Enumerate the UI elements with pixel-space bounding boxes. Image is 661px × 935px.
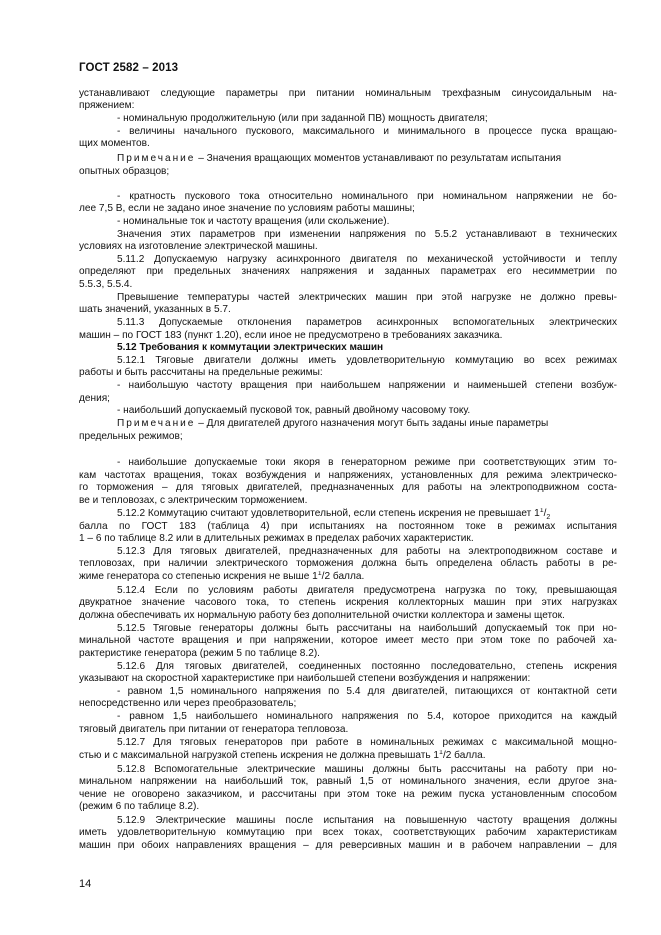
note-label: Примечание: [117, 418, 196, 429]
text-line: непосредственно или через преобразователь;: [79, 698, 297, 709]
text-line: дения;: [79, 393, 110, 404]
fraction-rest: /2 балла.: [321, 571, 365, 582]
paragraph-line: 5.11.2 Допускаемую нагрузку асинхронного двигателя по механической устойчивости и теплу: [117, 254, 617, 265]
fraction-numerator: 1: [439, 750, 443, 756]
paragraph-line: 5.12.8 Вспомогательные электрические машины должны быть рассчитаны на работу при но-: [117, 764, 617, 775]
text-line: устанавливают следующие параметры при питании номинальным трехфазным синусоидальным на-: [79, 88, 617, 99]
text-line: тепловозах, при наличии электрического торможения должна быть определена область работы в ре-: [79, 558, 617, 569]
text-line: 1 – 6 по таблице 8.2 или в длительных режимах в пределах рабочих характеристик.: [79, 533, 474, 544]
text-line: кам частотах вращения, токах возбуждения и напряжениях, установленных для режима электрическо-: [79, 470, 617, 481]
fraction-numerator: 1: [539, 508, 544, 514]
text-line: опытных образцов;: [79, 166, 170, 177]
fraction-slash: /: [543, 508, 547, 519]
list-item: - кратность пускового тока относительно номинального при номинальном напряжении не бо-: [117, 191, 617, 202]
list-item: - равном 1,5 наибольшего номинального напряжения по 5.4, которое приходится на каждый: [117, 711, 617, 722]
list-item: - наибольший допускаемый пусковой ток, равный двойному часовому току.: [117, 405, 471, 416]
paragraph-line: 5.12.1 Тяговые двигатели должны иметь удовлетворительную коммутацию во всех режимах: [117, 355, 617, 366]
note-label: Примечание: [117, 153, 196, 164]
note-text: – Для двигателей другого назначения могут быть заданы иные параметры: [195, 418, 549, 429]
text-line: щих моментов.: [79, 138, 150, 149]
text-line: пряжением:: [79, 100, 135, 111]
paragraph-line: 5.12.6 Для тяговых двигателей, соединенных постоянно последовательно, степень искрения: [117, 661, 617, 672]
text-line: шать значений, указанных в 5.7.: [79, 304, 231, 315]
paragraph-line: 5.12.5 Тяговые генераторы должны быть рассчитаны на наибольший допускаемый ток при но-: [117, 623, 617, 634]
text-line: минальной частоте вращения и при напряжении, которое имеет место при этом токе по рабочей ха-: [79, 635, 617, 646]
paragraph-line: 5.12.7 Для тяговых генераторов при работе в номинальных режимах с максимальной мощно-: [117, 737, 617, 748]
text-line: (режим 6 по таблице 8.2).: [79, 801, 200, 812]
note-line: [117, 418, 617, 430]
fraction-denominator: 2: [546, 514, 551, 522]
text-line: указывают на скоростной характеристике при наибольшей степени возбуждения и напряжении:: [79, 673, 531, 684]
text-line: определяют при предельных значениях напряжения и заданных параметрах его несимметрии по: [79, 266, 617, 277]
text-line: ве и тепловозах, с электрическим торможением.: [79, 495, 308, 506]
list-item: - наибольшие допускаемые токи якоря в генераторном режиме при соответствующих этим то-: [117, 457, 617, 468]
text-line: [79, 571, 617, 583]
line-text: 5.12.2 Коммутацию считают удовлетворительной, если степень искрения не превышает 1: [117, 508, 540, 519]
text-line: го торможения – для тяговых двигателей, предназначенных для работы на электроподвижном соста-: [79, 482, 617, 493]
list-item: - номинальную продолжительную (или при заданной ПВ) мощность двигателя;: [117, 113, 488, 124]
text-line: предельных режимов;: [79, 431, 183, 442]
text-line: иметь удовлетворительную коммутацию при всех токах, соответствующих рабочим характеристикам: [79, 827, 617, 838]
text-line: [79, 750, 617, 762]
paragraph-line: 5.12.9 Электрические машины после испытания на повышенную частоту вращения должны: [117, 815, 617, 826]
text-line: работы и быть рассчитаны на предельные режимы:: [79, 367, 323, 378]
paragraph-line: 5.12.4 Если по условиям работы двигателя предусмотрена нагрузка по току, превышающая: [117, 585, 617, 596]
fraction-numerator: 1: [317, 571, 322, 577]
text-line: балла по ГОСТ 183 (таблица 4) при испытаниях на постоянном токе в режимах испытания: [79, 521, 617, 532]
paragraph-line: Превышение температуры частей электрических машин при этой нагрузке не должно превы-: [117, 292, 617, 303]
page-number: 14: [79, 878, 92, 890]
line-text: стью и с максимальной нагрузкой степень искрения не должна превышать 1: [79, 750, 440, 761]
line-text: жиме генератора со степенью искрения не выше 1: [79, 571, 318, 582]
text-line: машин – по ГОСТ 183 (пункт 1.20), если иное не предусмотрено в требованиях заказчика.: [79, 330, 503, 341]
text-line: чение не оговорено заказчиком, и рассчитаны при этом токе на режим пуска установленным способом: [79, 789, 617, 800]
list-item: - наибольшую частоту вращения при наибольшем напряжении и наименьшей степени возбуж-: [117, 380, 617, 391]
list-item: - величины начального пускового, максимального и минимального в процессе пуска вращаю-: [117, 126, 617, 137]
paragraph-line: 5.12.3 Для тяговых двигателей, предназначенных для работы на электроподвижном составе и: [117, 546, 617, 557]
text-line: двукратное значение часового тока, то степень искрения коллекторных машин при этих нагрузках: [79, 597, 617, 608]
list-item: - номинальные ток и частоту вращения (или скольжение).: [117, 216, 390, 227]
text-line: лее 7,5 В, если не задано иное значение по условиям работы машины;: [79, 203, 415, 214]
text-line: условиях на изготовление электрической машины.: [79, 241, 318, 252]
list-item: - равном 1,5 номинального напряжения по 5.4 для двигателей, питающихся от контактной сети: [117, 686, 617, 697]
text-line: должна обеспечивать их нормальную работу без дополнительной очистки коллектора и замены щеток.: [79, 610, 565, 621]
note-line: [117, 153, 617, 165]
text-line: 5.5.3, 5.5.4.: [79, 279, 133, 290]
document-header: ГОСТ 2582 – 2013: [79, 62, 179, 74]
note-text: – Значения вращающих моментов устанавливают по результатам испытания: [195, 153, 562, 164]
paragraph-line: 5.11.3 Допускаемые отклонения параметров асинхронных вспомогательных электрических: [117, 317, 617, 328]
text-line: машин при обоих направлениях вращения – для реверсивных машин и в рабочем направлении – для: [79, 840, 617, 851]
text-line: рактеристике генератора (режим 5 по таблице 8.2).: [79, 648, 320, 659]
fraction-rest: /2 балла.: [442, 750, 486, 761]
text-line: минальном напряжении на наибольший ток, равный 1,5 от номинального значения, если другое зна-: [79, 776, 617, 787]
text-line: тяговый двигатель при питании от генератора тепловоза.: [79, 724, 349, 735]
section-heading: 5.12 Требования к коммутации электрических машин: [117, 342, 384, 353]
paragraph-line: Значения этих параметров при изменении напряжения по 5.5.2 устанавливают в технических: [117, 229, 617, 240]
